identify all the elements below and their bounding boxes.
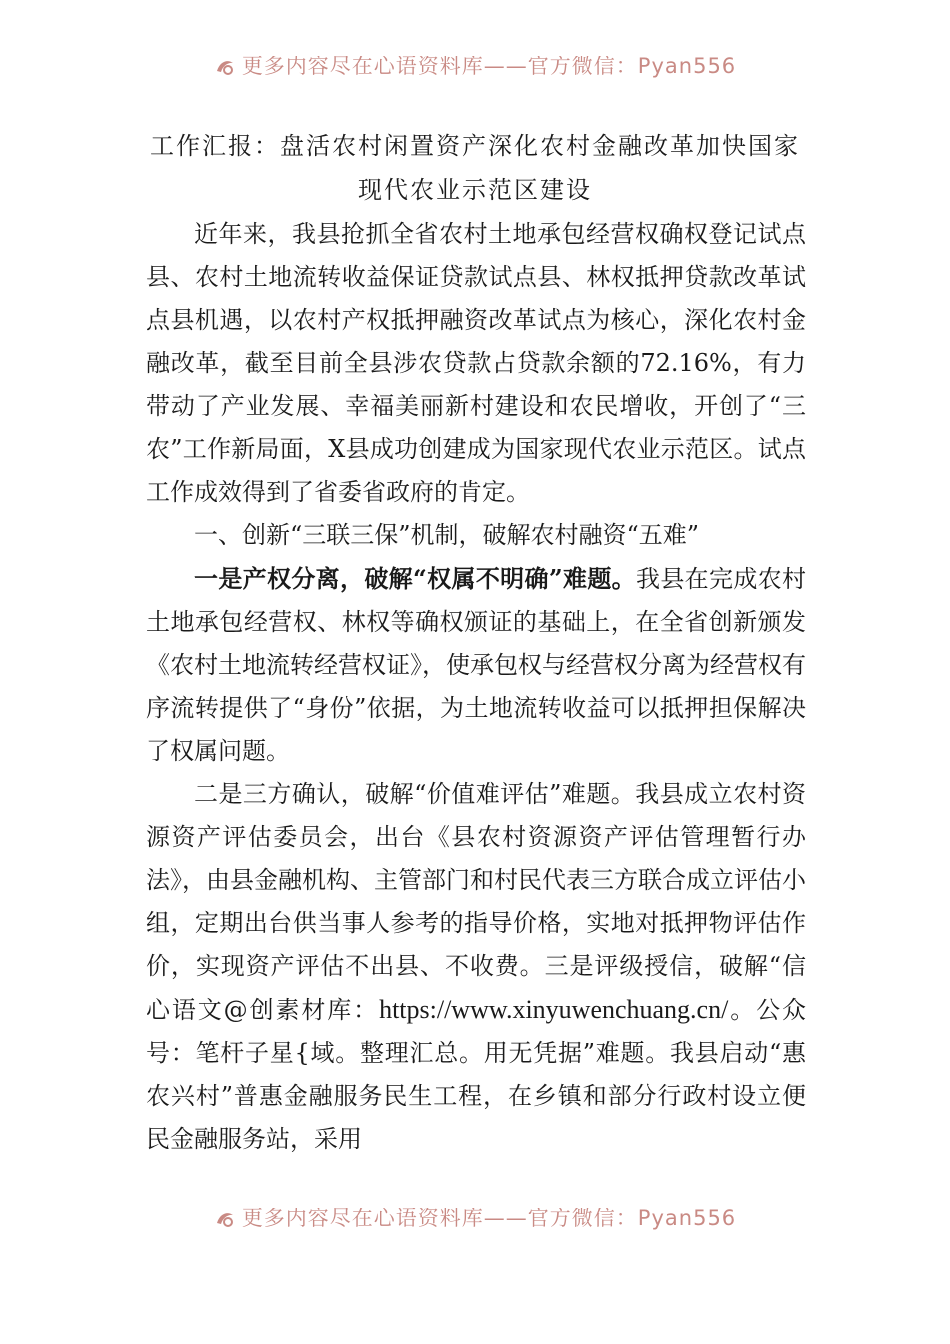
section-heading-1: 一、创新“三联三保”机制，破解农村融资“五难”: [194, 521, 700, 549]
paragraph-intro: 近年来，我县抢抓全省农村土地承包经营权确权登记试点县、农村土地流转收益保证贷款试点县、林权抵押贷款改革试点县机遇，以农村产权抵押融资改革试点为核心，深化农村金融改革，截至目前全县涉农贷款占贷款余额的72.16%，有力带动了产业发展、幸福美丽新村建设和农民增收，开创了“三农”工作新局面，X县成功创建成为国家现代农业示范区。试点工作成效得到了省委省政府的肯定。: [146, 220, 806, 506]
point-1-lead: 一是产权分离，破解“权属不明确”难题。: [194, 564, 636, 593]
logo-icon: [214, 57, 236, 77]
logo-icon: [214, 1209, 236, 1229]
source-url-link[interactable]: https://www.xinyuwenchuang.cn/: [379, 995, 729, 1024]
watermark-text: 更多内容尽在心语资料库——官方微信：Pyan556: [241, 1208, 737, 1230]
point-1-text: 我县在完成农村土地承包经营权、林权等确权颁证的基础上，在全省创新颁发《农村土地流转经营权证》，使承包权与经营权分离为经营权有序流转提供了“身份”依据，为土地流转收益可以抵押担保解决了权属问题。: [146, 565, 807, 765]
document-title-line-1: 工作汇报：盘活农村闲置资产深化农村金融改革加快国家: [150, 132, 800, 160]
document-title-line-2: 现代农业示范区建设: [358, 176, 592, 204]
watermark-bottom: [0, 1208, 950, 1238]
paragraph-point-2: [146, 773, 806, 1161]
watermark-top: [0, 56, 950, 86]
document-body: [146, 213, 806, 1161]
watermark-text: 更多内容尽在心语资料库——官方微信：Pyan556: [241, 56, 737, 78]
paragraph-point-1: [146, 557, 806, 773]
point-2-text: 二是三方确认，破解“价值难评估”难题。我县成立农村资源资产评估委员会，出台《县农村资源资产评估管理暂行办法》，由县金融机构、主管部门和村民代表三方联合成立评估小组，定期出台供当事人参考的指导价格，实地对抵押物评估作价，实现资产评估不出县、不收费。三是评级授信，破解“信心语文@创素材库：: [146, 780, 806, 1024]
point-3-text: 。公众号：笔杆子星{域。整理汇总。用无凭据”难题。我县启动“惠农兴村”普惠金融服务民生工程，在乡镇和部分行政村设立便民金融服务站，采用: [146, 996, 807, 1153]
